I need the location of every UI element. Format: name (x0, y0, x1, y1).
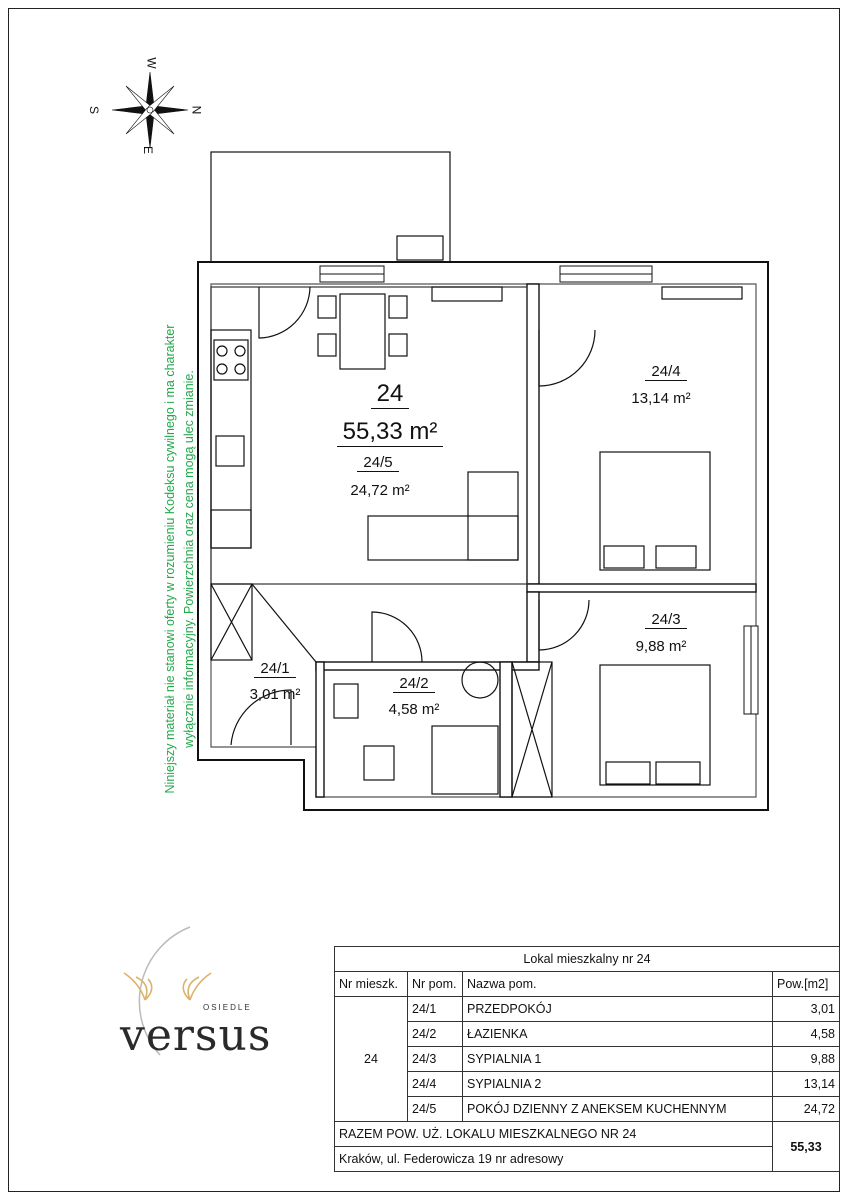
address: Kraków, ul. Federowicza 19 nr adresowy (335, 1147, 773, 1172)
header-area: Pow.[m2] (773, 972, 840, 997)
total-value: 55,33 (773, 1122, 840, 1172)
room-cell: 24/4 (408, 1072, 463, 1097)
room-cell: 24/5 (408, 1097, 463, 1122)
table-row (335, 1097, 840, 1122)
header-name: Nazwa pom. (463, 972, 773, 997)
name-cell: ŁAZIENKA (463, 1022, 773, 1047)
room-area-24-2: 4,58 m² (388, 701, 440, 718)
name-cell: SYPIALNIA 2 (463, 1072, 773, 1097)
compass-n: N (189, 105, 204, 115)
total-label: RAZEM POW. UŻ. LOKALU MIESZKALNEGO NR 24 (335, 1122, 773, 1147)
room-area-24-5: 24,72 m² (350, 482, 410, 499)
room-area-24-4: 13,14 m² (631, 390, 691, 407)
room-legend-table (334, 946, 840, 1172)
table-row (335, 1047, 840, 1072)
legend-title: Lokal mieszkalny nr 24 (335, 947, 840, 972)
area-cell: 13,14 (773, 1072, 840, 1097)
room-cell: 24/3 (408, 1047, 463, 1072)
room-area-24-3: 9,88 m² (635, 638, 687, 655)
apt-number-cell: 24 (335, 997, 408, 1122)
logo-subtitle: OSIEDLE (203, 1003, 252, 1012)
room-area-24-1: 3,01 m² (249, 686, 301, 703)
table-row (335, 1022, 840, 1047)
room-id-24-4: 24/4 (616, 363, 716, 381)
table-row (335, 997, 840, 1022)
table-row (335, 1072, 840, 1097)
room-id-24-2: 24/2 (364, 675, 464, 693)
compass-w: W (144, 57, 159, 69)
area-cell: 9,88 (773, 1047, 840, 1072)
compass-e: E (141, 145, 156, 155)
area-cell: 24,72 (773, 1097, 840, 1122)
room-id-24-3: 24/3 (616, 611, 716, 629)
area-cell: 4,58 (773, 1022, 840, 1047)
header-apt: Nr mieszk. (335, 972, 408, 997)
room-id-24-5: 24/5 (328, 454, 428, 472)
balcony (211, 152, 450, 262)
area-cell: 3,01 (773, 997, 840, 1022)
logo-wordmark: versus (120, 1010, 272, 1061)
apartment-number: 24 (330, 380, 450, 409)
compass-s: S (87, 105, 102, 115)
name-cell: PRZEDPOKÓJ (463, 997, 773, 1022)
room-cell: 24/2 (408, 1022, 463, 1047)
room-cell: 24/1 (408, 997, 463, 1022)
header-room: Nr pom. (408, 972, 463, 997)
name-cell: SYPIALNIA 1 (463, 1047, 773, 1072)
room-id-24-1: 24/1 (230, 660, 320, 678)
apartment-area: 55,33 m² (310, 418, 470, 447)
name-cell: POKÓJ DZIENNY Z ANEKSEM KUCHENNYM (463, 1097, 773, 1122)
disclaimer-text: Niniejszy materiał nie stanowi oferty w rozumieniu Kodeksu cywilnego i ma charakter wyłącznie informacyjny. Powierzchnia oraz cena mogą ulec zmianie. (163, 324, 196, 794)
